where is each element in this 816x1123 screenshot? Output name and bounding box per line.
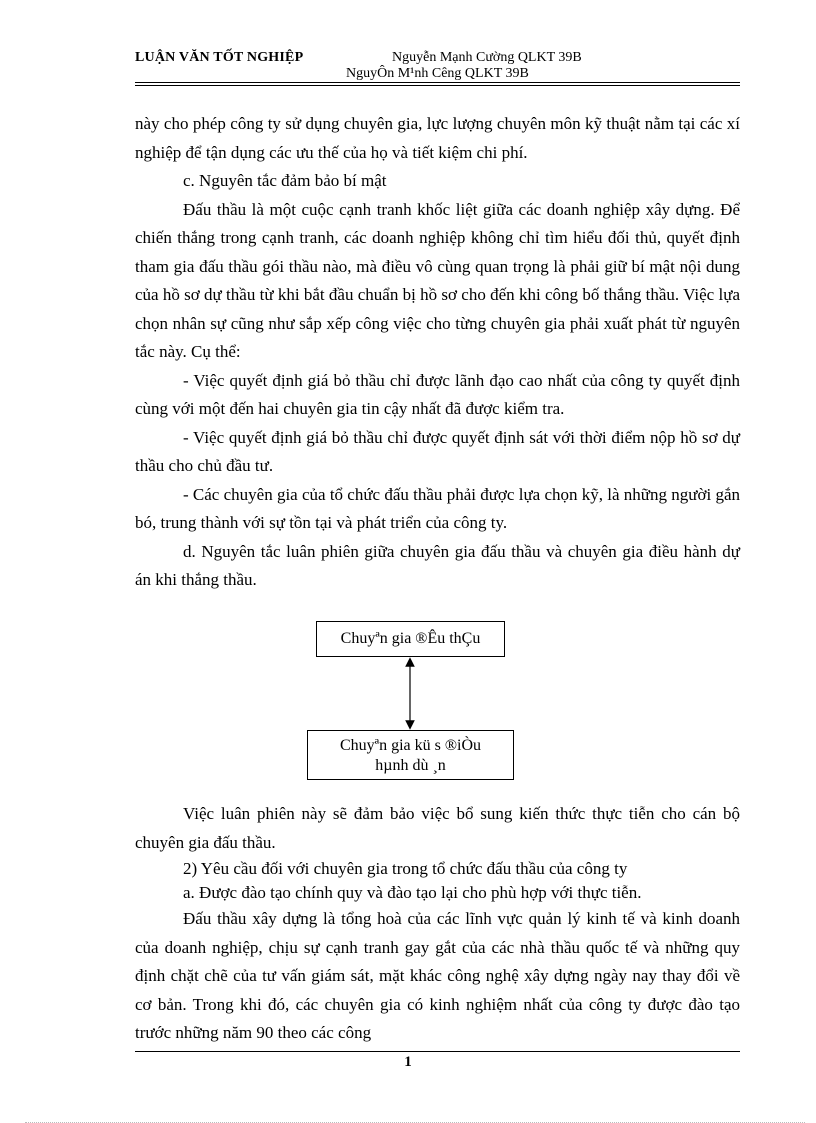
bullet-item: - Việc quyết định giá bỏ thầu chỉ được quyết định sát với thời điểm nộp hồ sơ dự thầu cho chủ đầu tư. [135, 427, 740, 475]
box2-label-line1: Chuyªn gia kü s ®iÒu [339, 737, 481, 754]
footer-rule [135, 1051, 740, 1052]
header-title: LUẬN VĂN TỐT NGHIỆP [135, 50, 304, 65]
paragraph-continuation: này cho phép công ty sử dụng chuyên gia, lực lượng chuyên môn kỹ thuật nằm tại các xí nghiệp để tận dụng các ưu thế của họ và tiết kiệm chi phí. [135, 114, 740, 162]
paragraph: Việc luân phiên này sẽ đảm bảo việc bổ sung kiến thức thực tiễn cho cán bộ chuyên gia đấu thầu. [135, 804, 740, 852]
diagram-box-bidding-expert [316, 621, 505, 657]
section-heading-a: a. Được đào tạo chính quy và đào tạo lại cho phù hợp với thực tiễn. [183, 883, 642, 902]
paragraph: Đấu thầu xây dựng là tổng hoà của các lĩnh vực quản lý kinh tế và kinh doanh của doanh nghiệp, chịu sự cạnh tranh gay gắt của các nhà thầu quốc tế và những quy định chặt chẽ của tư vấn giám sát, mặt khác công nghệ xây dựng ngày nay thay đổi về cơ bản. Trong khi đó, các chuyên gia có kinh nghiệm nhất của công ty được đào tạo trước những năm 90 theo các công [135, 909, 740, 1042]
section-heading-c: c. Nguyên tắc đảm bảo bí mật [183, 171, 387, 190]
bullet-item: - Các chuyên gia của tổ chức đấu thầu phải được lựa chọn kỹ, là những người gắn bó, trung thành với sự tồn tại và phát triển của công ty. [135, 484, 740, 532]
paragraph: Đấu thầu là một cuộc cạnh tranh khốc liệt giữa các doanh nghiệp xây dựng. Để chiến thắng trong cạnh tranh, các doanh nghiệp không chỉ tìm hiểu đối thủ, quyết định tham gia đấu thầu gói thầu nào, mà điều vô cùng quan trọng là phải giữ bí mật nội dung của hồ sơ dự thầu từ khi bắt đầu chuẩn bị hồ sơ cho đến khi công bố thắng thầu. Việc lựa chọn nhân sự cũng như sắp xếp công việc cho từng chuyên gia phải xuất phát từ nguyên tắc này. Cụ thể: [135, 199, 740, 361]
section-heading-2: 2) Yêu cầu đối với chuyên gia trong tổ chức đấu thầu của công ty [183, 859, 628, 878]
page-number: 1 [404, 1054, 412, 1070]
header-author-legacy: NguyÔn M¹nh Cêng QLKT 39B [346, 66, 529, 81]
diagram-box-project-engineer [307, 730, 514, 780]
bullet-item: - Việc quyết định giá bỏ thầu chỉ được lãnh đạo cao nhất của công ty quyết định cùng với một đến hai chuyên gia tin cậy nhất đã được kiểm tra. [135, 370, 740, 418]
header-rule [135, 82, 740, 83]
box2-label-line2: hµnh dù ¸n [375, 757, 446, 774]
header-author: Nguyễn Mạnh Cường QLKT 39B [392, 50, 582, 65]
section-heading-d: d. Nguyên tắc luân phiên giữa chuyên gia đấu thầu và chuyên gia điều hành dự án khi thắng thầu. [135, 541, 740, 589]
body-bottom [135, 800, 740, 1048]
header-rule-double [135, 85, 740, 86]
box1-label: Chuyªn gia ®Êu thÇu [340, 630, 481, 647]
body-top [135, 110, 740, 595]
